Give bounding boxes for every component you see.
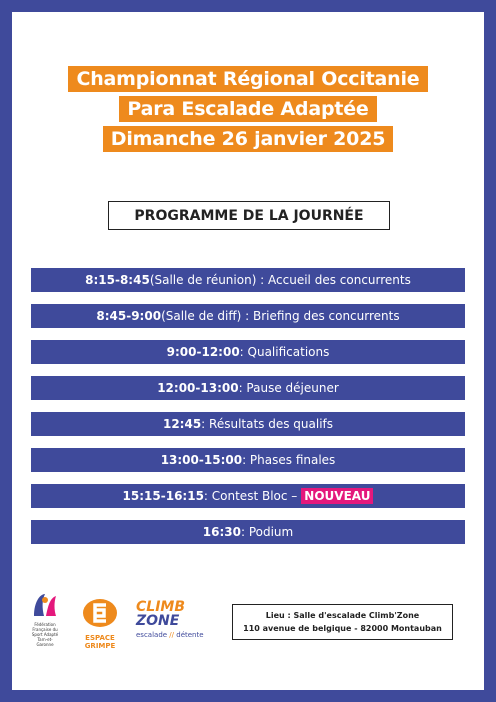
schedule-detail: : Résultats des qualifs [201,417,334,431]
schedule-time: 15:15-16:15 [122,489,204,503]
schedule-detail: : Phases finales [242,453,336,467]
schedule-time: 12:45 [162,417,202,431]
ffsa-logo [30,592,60,654]
programme-heading: PROGRAMME DE LA JOURNÉE [108,201,390,230]
espace-grimpe-name: ESPACE GRIMPE [84,634,116,650]
ffsa-name: Fédération Française du Sport Adapté [31,622,59,637]
schedule-row [31,376,465,400]
schedule-detail: : Contest Bloc – [203,489,298,503]
venue-box [232,604,453,640]
ffsa-emblem-icon [30,592,60,618]
schedule-time: 9:00-12:00 [166,345,240,359]
venue-line-1: Lieu : Salle d'escalade Climb'Zone [265,611,420,620]
title-line-3: Dimanche 26 janvier 2025 [103,126,394,152]
schedule-detail: (Salle de réunion) : Accueil des concurrents [149,273,411,287]
climb-word: CLIMB [136,599,186,615]
schedule-detail: : Podium [240,525,294,539]
title-line-1: Championnat Régional Occitanie [68,66,427,92]
espace-grimpe-icon [82,598,118,628]
schedule-time: 8:15-8:45 [85,273,150,287]
venue-line-2: 110 avenue de belgique - 82000 Montauban [243,624,442,633]
schedule-detail: (Salle de diff) : Briefing des concurrents [161,309,400,323]
schedule-row [31,304,465,328]
tagline-escalade: escalade [136,631,168,639]
footer [0,588,496,658]
espace-grimpe-logo [70,598,130,648]
title-line-2: Para Escalade Adaptée [119,96,376,122]
schedule-list [31,268,465,556]
zone-word: ZONE [136,613,180,629]
schedule-detail: : Pause déjeuner [238,381,339,395]
schedule-detail: : Qualifications [239,345,330,359]
schedule-row [31,520,465,544]
schedule-time: 13:00-15:00 [160,453,243,467]
new-badge: NOUVEAU [301,488,373,504]
climb-zone-logo [136,600,210,650]
title-block [0,66,496,156]
schedule-row [31,484,465,508]
schedule-row [31,268,465,292]
ffsa-sub: Tarn-et-Garonne [36,637,54,647]
schedule-time: 8:45-9:00 [96,309,162,323]
climb-zone-tagline [136,631,210,639]
tagline-separator: // [167,631,177,639]
tagline-detente: détente [176,631,204,639]
schedule-row [31,340,465,364]
schedule-time: 16:30 [202,525,241,539]
schedule-time: 12:00-13:00 [157,381,239,395]
schedule-row [31,448,465,472]
schedule-row [31,412,465,436]
